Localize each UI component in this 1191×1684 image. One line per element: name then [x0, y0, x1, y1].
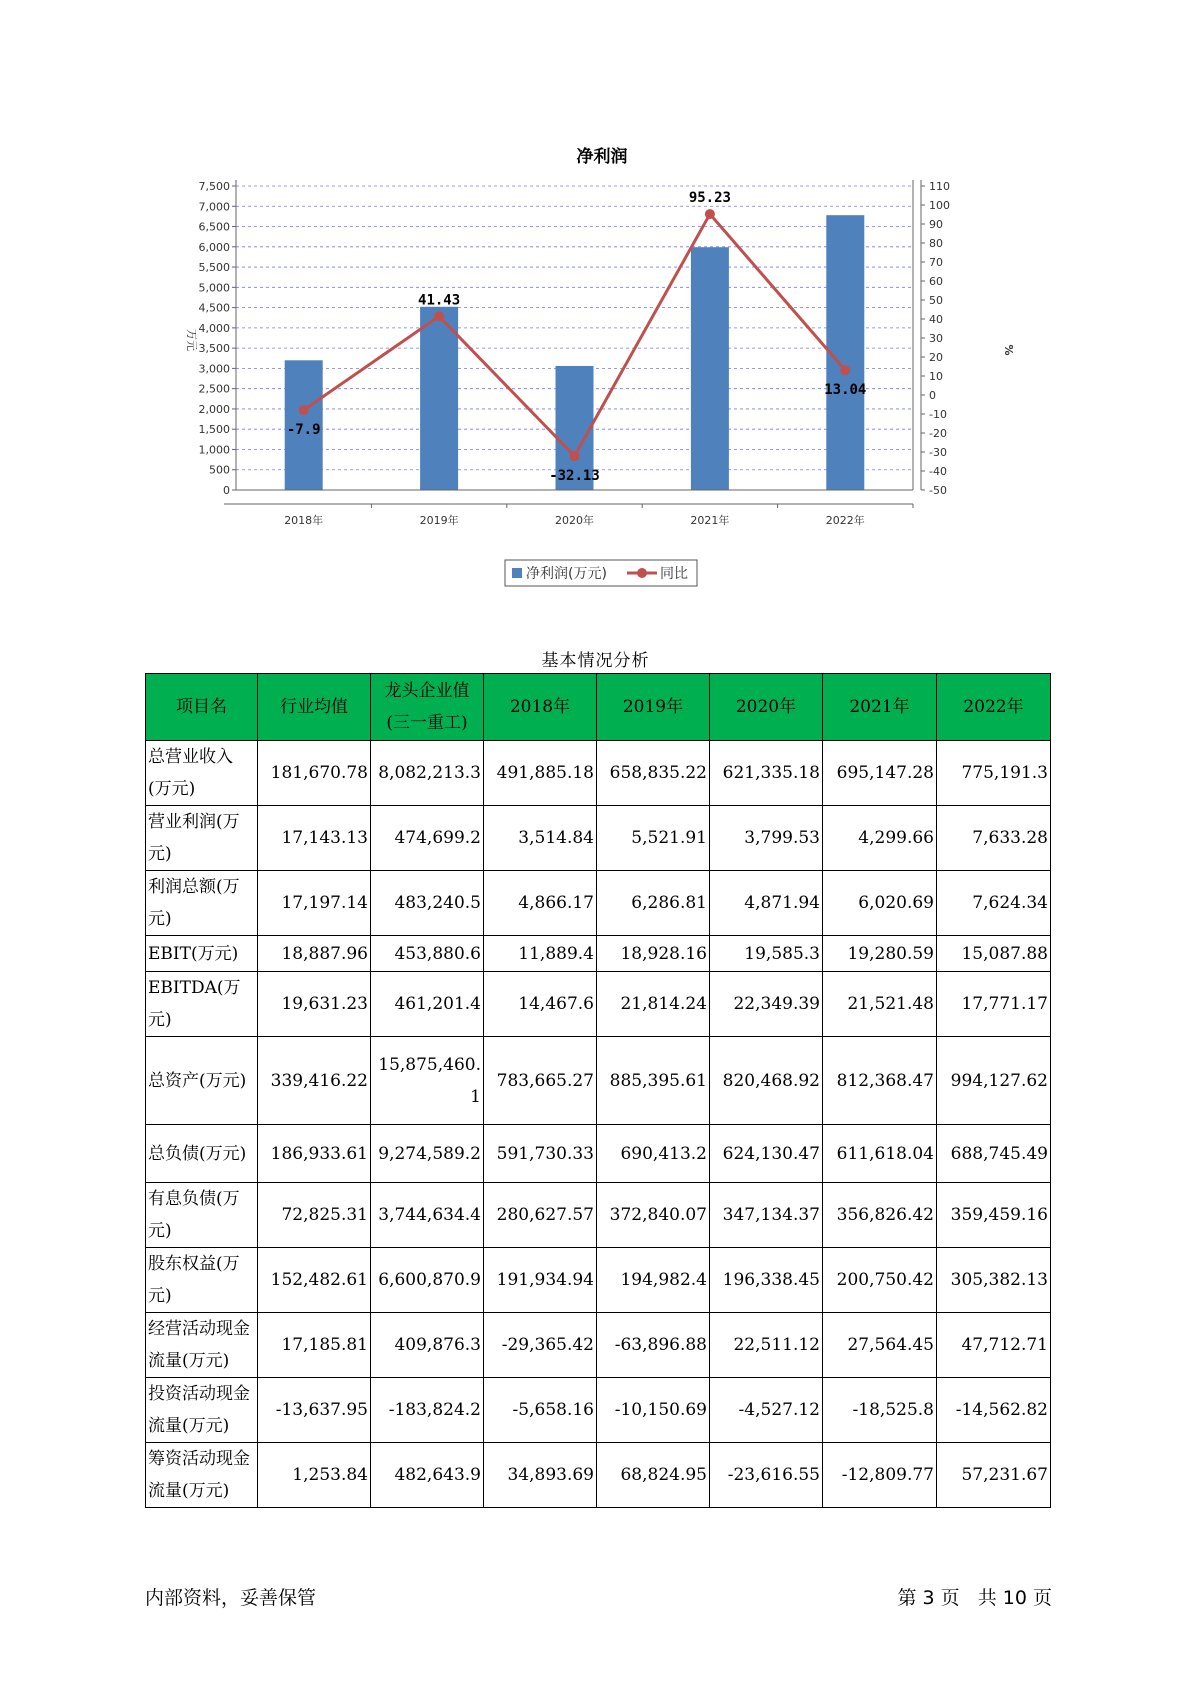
table-cell: 783,665.27	[484, 1037, 597, 1125]
table-cell: 19,280.59	[823, 936, 937, 972]
table-cell: -23,616.55	[710, 1443, 823, 1508]
bar	[691, 247, 729, 490]
table-cell: 22,511.12	[710, 1313, 823, 1378]
table-row	[146, 972, 1051, 1037]
table-header-cell: 龙头企业值(三一重工)	[371, 674, 484, 741]
chart-title: 净利润	[576, 147, 628, 167]
table-cell: 690,413.2	[597, 1125, 710, 1183]
table-row	[146, 1443, 1051, 1508]
right-tick-label: -20	[929, 427, 947, 440]
row-label: 总营业收入(万元)	[146, 741, 258, 806]
right-tick-label: 50	[929, 294, 943, 307]
table-cell: 8,082,213.3	[371, 741, 484, 806]
table-header-cell: 2018年	[484, 674, 597, 741]
table-cell: 200,750.42	[823, 1248, 937, 1313]
table-cell: 3,799.53	[710, 806, 823, 871]
yoy-data-label: 95.23	[688, 190, 731, 207]
table-row	[146, 1378, 1051, 1443]
table-cell: 611,618.04	[823, 1125, 937, 1183]
table-cell: 591,730.33	[484, 1125, 597, 1183]
left-tick-label: 6,000	[198, 240, 230, 254]
yoy-data-label: -7.9	[286, 422, 321, 439]
right-tick-label: 0	[929, 389, 936, 402]
table-cell: 474,699.2	[371, 806, 484, 871]
left-tick-label: 5,500	[198, 261, 230, 275]
table-cell: 453,880.6	[371, 936, 484, 972]
table-cell: 621,335.18	[710, 741, 823, 806]
table-header-cell: 行业均值	[258, 674, 371, 741]
bar	[420, 307, 458, 490]
yoy-data-label: -32.13	[549, 468, 600, 485]
right-tick-label: 70	[929, 256, 943, 269]
table-cell: 775,191.3	[937, 741, 1051, 806]
table-cell: 3,744,634.4	[371, 1183, 484, 1248]
table-cell: 6,286.81	[597, 871, 710, 936]
table-cell: 7,624.34	[937, 871, 1051, 936]
yoy-point	[299, 405, 309, 415]
table-row	[146, 1248, 1051, 1313]
table-header-row	[146, 674, 1051, 741]
row-label: 投资活动现金流量(万元)	[146, 1378, 258, 1443]
table-cell: 15,087.88	[937, 936, 1051, 972]
table-cell: 19,585.3	[710, 936, 823, 972]
left-tick-label: 3,000	[198, 362, 230, 376]
x-tick-label: 2021年	[690, 514, 730, 527]
table-header-cell: 项目名	[146, 674, 258, 741]
legend-bar-swatch	[512, 568, 522, 578]
table-cell: 4,299.66	[823, 806, 937, 871]
table-cell: 688,745.49	[937, 1125, 1051, 1183]
table-cell: 19,631.23	[258, 972, 371, 1037]
table-cell: 181,670.78	[258, 741, 371, 806]
bar	[824, 215, 867, 490]
table-cell: 339,416.22	[258, 1037, 371, 1125]
basic-analysis-table	[145, 673, 1051, 1508]
right-tick-label: 100	[929, 199, 950, 212]
yoy-data-label: 41.43	[418, 292, 461, 309]
table-cell: 17,197.14	[258, 871, 371, 936]
left-tick-label: 3,500	[198, 342, 230, 356]
table-cell: 17,771.17	[937, 972, 1051, 1037]
footer-confidential-note: 内部资料，妥善保管	[145, 1587, 317, 1609]
right-tick-label: -30	[929, 446, 947, 459]
left-tick-label: 2,000	[198, 402, 230, 416]
table-cell: 47,712.71	[937, 1313, 1051, 1378]
row-label: 筹资活动现金流量(万元)	[146, 1443, 258, 1508]
right-tick-label: 80	[929, 237, 943, 250]
table-row	[146, 1125, 1051, 1183]
left-tick-label: 500	[209, 463, 230, 477]
table-cell: 372,840.07	[597, 1183, 710, 1248]
yoy-data-label: 13.04	[824, 382, 867, 399]
right-tick-label: -40	[929, 465, 947, 478]
chart-legend	[505, 560, 697, 586]
table-cell: 17,185.81	[258, 1313, 371, 1378]
table-cell: 812,368.47	[823, 1037, 937, 1125]
table-cell: 3,514.84	[484, 806, 597, 871]
right-tick-label: 30	[929, 332, 943, 345]
right-tick-label: 90	[929, 218, 943, 231]
right-tick-label: 110	[929, 180, 950, 193]
table-cell: 9,274,589.2	[371, 1125, 484, 1183]
table-cell: 15,875,460.1	[371, 1037, 484, 1125]
row-label: 有息负债(万元)	[146, 1183, 258, 1248]
table-header-cell: 2020年	[710, 674, 823, 741]
legend-label: 同比	[660, 566, 688, 582]
table-header-cell: 2019年	[597, 674, 710, 741]
yoy-point	[705, 209, 715, 219]
table-cell: 491,885.18	[484, 741, 597, 806]
table-cell: 483,240.5	[371, 871, 484, 936]
table-cell: -29,365.42	[484, 1313, 597, 1378]
yoy-point	[434, 311, 444, 321]
table-cell: 409,876.3	[371, 1313, 484, 1378]
row-label: EBIT(万元)	[146, 936, 258, 972]
table-cell: 17,143.13	[258, 806, 371, 871]
table-cell: -10,150.69	[597, 1378, 710, 1443]
table-cell: 695,147.28	[823, 741, 937, 806]
table-cell: 57,231.67	[937, 1443, 1051, 1508]
table-cell: 6,600,870.9	[371, 1248, 484, 1313]
table-cell: 186,933.61	[258, 1125, 371, 1183]
left-tick-label: 4,500	[198, 301, 230, 315]
table-cell: 6,020.69	[823, 871, 937, 936]
y-left-axis-label: 万元	[185, 329, 198, 351]
table-cell: 18,887.96	[258, 936, 371, 972]
left-tick-label: 1,500	[198, 423, 230, 437]
table-cell: 21,521.48	[823, 972, 937, 1037]
legend-line-marker	[637, 568, 647, 578]
table-cell: 356,826.42	[823, 1183, 937, 1248]
table-cell: 196,338.45	[710, 1248, 823, 1313]
left-tick-label: 1,000	[198, 443, 230, 457]
left-tick-label: 6,500	[198, 220, 230, 234]
right-tick-label: 40	[929, 313, 943, 326]
row-label: 总负债(万元)	[146, 1125, 258, 1183]
left-tick-label: 4,000	[198, 321, 230, 335]
table-cell: 4,866.17	[484, 871, 597, 936]
table-row	[146, 936, 1051, 972]
left-tick-label: 7,500	[198, 180, 230, 193]
table-cell: 72,825.31	[258, 1183, 371, 1248]
x-tick-label: 2022年	[825, 514, 865, 527]
table-cell: 482,643.9	[371, 1443, 484, 1508]
table-cell: 347,134.37	[710, 1183, 823, 1248]
row-label: 股东权益(万元)	[146, 1248, 258, 1313]
legend-label: 净利润(万元)	[526, 566, 607, 582]
right-tick-label: -10	[929, 408, 947, 421]
table-cell: 820,468.92	[710, 1037, 823, 1125]
table-cell: -5,658.16	[484, 1378, 597, 1443]
table-cell: 22,349.39	[710, 972, 823, 1037]
table-row	[146, 871, 1051, 936]
table-cell: 7,633.28	[937, 806, 1051, 871]
left-tick-label: 5,000	[198, 281, 230, 295]
table-cell: -63,896.88	[597, 1313, 710, 1378]
left-tick-label: 0	[223, 484, 230, 497]
row-label: 营业利润(万元)	[146, 806, 258, 871]
table-cell: -183,824.2	[371, 1378, 484, 1443]
row-label: EBITDA(万元)	[146, 972, 258, 1037]
row-label: 经营活动现金流量(万元)	[146, 1313, 258, 1378]
table-cell: 14,467.6	[484, 972, 597, 1037]
table-cell: 658,835.22	[597, 741, 710, 806]
footer-page-number: 第 3 页 共 10 页	[897, 1587, 1052, 1609]
table-cell: 27,564.45	[823, 1313, 937, 1378]
table-cell: -12,809.77	[823, 1443, 937, 1508]
table-row	[146, 1037, 1051, 1125]
table-cell: 194,982.4	[597, 1248, 710, 1313]
chart-bars	[285, 215, 865, 490]
table-cell: 1,253.84	[258, 1443, 371, 1508]
x-tick-label: 2020年	[555, 514, 594, 527]
table-cell: 4,871.94	[710, 871, 823, 936]
table-row	[146, 741, 1051, 806]
table-cell: 885,395.61	[597, 1037, 710, 1125]
right-tick-label: 20	[929, 351, 943, 364]
table-caption: 基本情况分析	[541, 651, 650, 671]
row-label: 总资产(万元)	[146, 1037, 258, 1125]
right-tick-label: 10	[929, 370, 943, 383]
left-tick-label: 2,500	[198, 382, 230, 396]
table-cell: 994,127.62	[937, 1037, 1051, 1125]
table-cell: -14,562.82	[937, 1378, 1051, 1443]
table-header-cell: 2022年	[937, 674, 1051, 741]
yoy-point	[840, 365, 850, 375]
table-cell: -4,527.12	[710, 1378, 823, 1443]
table-cell: 11,889.4	[484, 936, 597, 972]
net-profit-chart	[0, 0, 1191, 600]
table-cell: 280,627.57	[484, 1183, 597, 1248]
right-tick-label: 60	[929, 275, 943, 288]
table-row	[146, 1183, 1051, 1248]
table-cell: 21,814.24	[597, 972, 710, 1037]
table-cell: 305,382.13	[937, 1248, 1051, 1313]
yoy-point	[570, 451, 580, 461]
table-cell: 624,130.47	[710, 1125, 823, 1183]
table-cell: -18,525.8	[823, 1378, 937, 1443]
table-cell: 359,459.16	[937, 1183, 1051, 1248]
row-label: 利润总额(万元)	[146, 871, 258, 936]
table-row	[146, 806, 1051, 871]
right-tick-label: -50	[929, 484, 947, 497]
table-cell: 461,201.4	[371, 972, 484, 1037]
y-right-axis-label: %	[1002, 344, 1015, 356]
left-tick-label: 7,000	[198, 200, 230, 214]
table-cell: 68,824.95	[597, 1443, 710, 1508]
table-cell: 5,521.91	[597, 806, 710, 871]
table-cell: -13,637.95	[258, 1378, 371, 1443]
table-row	[146, 1313, 1051, 1378]
table-cell: 191,934.94	[484, 1248, 597, 1313]
table-cell: 152,482.61	[258, 1248, 371, 1313]
table-header-cell: 2021年	[823, 674, 937, 741]
x-tick-label: 2019年	[419, 514, 459, 527]
x-tick-label: 2018年	[284, 514, 324, 527]
table-cell: 34,893.69	[484, 1443, 597, 1508]
table-cell: 18,928.16	[597, 936, 710, 972]
